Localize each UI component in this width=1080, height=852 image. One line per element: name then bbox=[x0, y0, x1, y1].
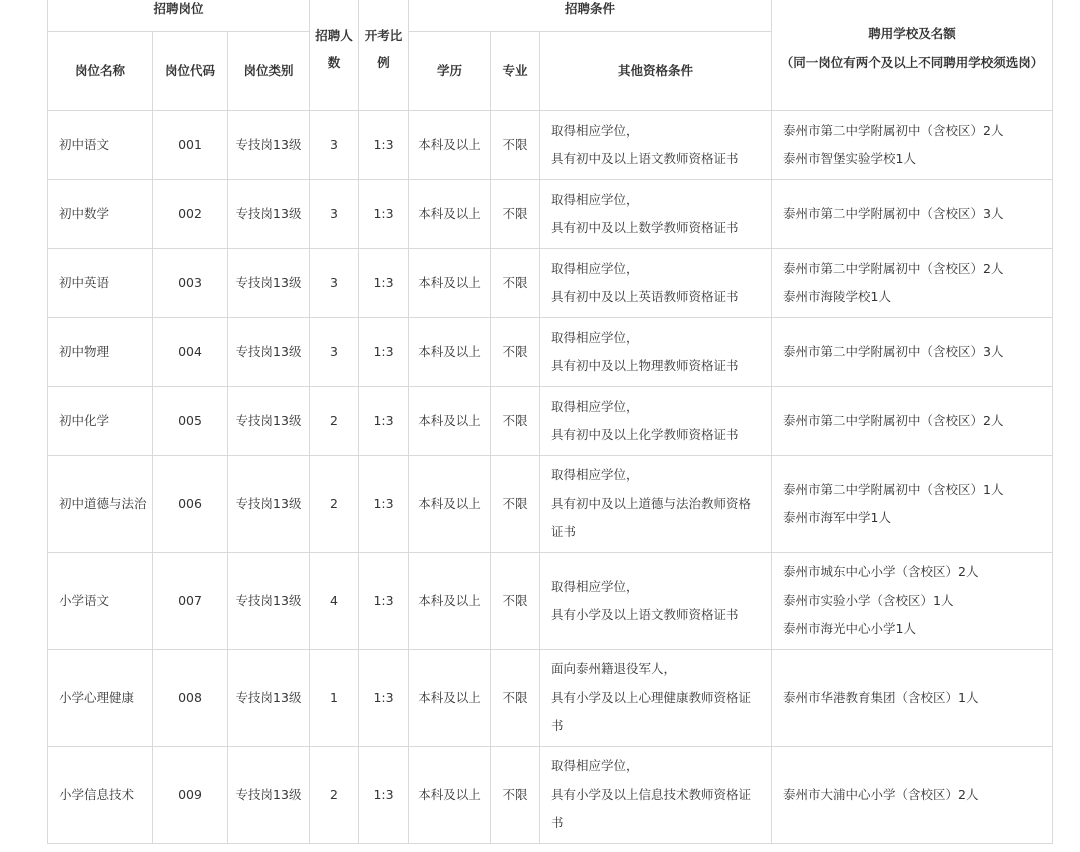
header-other: 其他资格条件 bbox=[540, 32, 772, 111]
post-type-cell: 专技岗13级 bbox=[228, 111, 310, 180]
recruit-count-cell: 4 bbox=[310, 553, 359, 650]
header-schools-note: （同一岗位有两个及以上不同聘用学校须选岗） bbox=[780, 54, 1044, 70]
condition-line: 面向泰州籍退役军人， bbox=[551, 661, 677, 677]
education-cell: 本科及以上 bbox=[409, 456, 491, 553]
school-line: 泰州市海军中学1人 bbox=[783, 510, 891, 525]
post-type-cell: 专技岗13级 bbox=[228, 747, 310, 844]
post-type-cell: 专技岗13级 bbox=[228, 456, 310, 553]
education-cell: 本科及以上 bbox=[409, 111, 491, 180]
school-line: 泰州市城东中心小学（含校区）2人 bbox=[783, 564, 979, 580]
header-group-post: 招聘岗位 bbox=[48, 0, 310, 32]
condition-line: 具有初中及以上道德与法治教师资格证书 bbox=[551, 495, 752, 540]
post-name-cell: 小学信息技术 bbox=[48, 747, 153, 844]
header-group-conditions: 招聘条件 bbox=[409, 0, 772, 32]
school-line: 泰州市大浦中心小学（含校区）2人 bbox=[783, 786, 979, 802]
schools-cell bbox=[772, 456, 1053, 553]
table-row bbox=[48, 318, 1053, 387]
recruit-count-cell: 3 bbox=[310, 180, 359, 249]
condition-line: 具有小学及以上心理健康教师资格证书 bbox=[551, 689, 752, 734]
major-cell: 不限 bbox=[491, 387, 540, 456]
post-code-cell: 002 bbox=[153, 180, 228, 249]
post-code-cell: 009 bbox=[153, 747, 228, 844]
condition-line: 取得相应学位， bbox=[551, 758, 639, 774]
recruit-count-cell: 2 bbox=[310, 456, 359, 553]
recruitment-table bbox=[47, 0, 1053, 844]
header-post-type: 岗位类别 bbox=[228, 32, 310, 111]
table-row bbox=[48, 650, 1053, 747]
other-conditions-cell bbox=[540, 650, 772, 747]
condition-line: 具有初中及以上语文教师资格证书 bbox=[551, 151, 739, 166]
school-line: 泰州市第二中学附属初中（含校区）1人 bbox=[783, 481, 1004, 497]
exam-ratio-cell: 1:3 bbox=[359, 553, 409, 650]
schools-cell bbox=[772, 553, 1053, 650]
major-cell: 不限 bbox=[491, 111, 540, 180]
condition-line: 取得相应学位， bbox=[551, 191, 639, 207]
other-conditions-cell bbox=[540, 249, 772, 318]
post-name-cell: 初中英语 bbox=[48, 249, 153, 318]
major-cell: 不限 bbox=[491, 318, 540, 387]
condition-line: 具有初中及以上化学教师资格证书 bbox=[551, 427, 739, 442]
school-line: 泰州市海光中心小学1人 bbox=[783, 621, 916, 637]
post-code-cell: 006 bbox=[153, 456, 228, 553]
school-line: 泰州市第二中学附属初中（含校区）2人 bbox=[783, 260, 1004, 276]
education-cell: 本科及以上 bbox=[409, 747, 491, 844]
condition-line: 取得相应学位， bbox=[551, 398, 639, 414]
post-name-cell: 小学语文 bbox=[48, 553, 153, 650]
table-row bbox=[48, 249, 1053, 318]
header-schools bbox=[772, 0, 1053, 111]
schools-cell bbox=[772, 387, 1053, 456]
header-recruit-count: 招聘人数 bbox=[310, 0, 359, 111]
school-line: 泰州市智堡实验学校1人 bbox=[783, 151, 916, 166]
school-line: 泰州市第二中学附属初中（含校区）3人 bbox=[783, 205, 1004, 221]
exam-ratio-cell: 1:3 bbox=[359, 456, 409, 553]
education-cell: 本科及以上 bbox=[409, 650, 491, 747]
post-type-cell: 专技岗13级 bbox=[228, 650, 310, 747]
schools-cell bbox=[772, 249, 1053, 318]
post-code-cell: 003 bbox=[153, 249, 228, 318]
condition-line: 具有初中及以上物理教师资格证书 bbox=[551, 358, 739, 373]
other-conditions-cell bbox=[540, 180, 772, 249]
recruitment-table-container bbox=[47, 0, 1052, 844]
other-conditions-cell bbox=[540, 747, 772, 844]
exam-ratio-cell: 1:3 bbox=[359, 318, 409, 387]
table-row bbox=[48, 456, 1053, 553]
major-cell: 不限 bbox=[491, 553, 540, 650]
table-row bbox=[48, 387, 1053, 456]
header-major: 专业 bbox=[491, 32, 540, 111]
school-line: 泰州市实验小学（含校区）1人 bbox=[783, 592, 954, 608]
schools-cell bbox=[772, 111, 1053, 180]
education-cell: 本科及以上 bbox=[409, 249, 491, 318]
condition-line: 具有初中及以上数学教师资格证书 bbox=[551, 220, 739, 235]
post-name-cell: 初中道德与法治 bbox=[48, 456, 153, 553]
exam-ratio-cell: 1:3 bbox=[359, 249, 409, 318]
education-cell: 本科及以上 bbox=[409, 318, 491, 387]
recruit-count-cell: 2 bbox=[310, 747, 359, 844]
other-conditions-cell bbox=[540, 387, 772, 456]
major-cell: 不限 bbox=[491, 249, 540, 318]
exam-ratio-cell: 1:3 bbox=[359, 650, 409, 747]
education-cell: 本科及以上 bbox=[409, 180, 491, 249]
recruit-count-cell: 3 bbox=[310, 111, 359, 180]
exam-ratio-cell: 1:3 bbox=[359, 387, 409, 456]
other-conditions-cell bbox=[540, 553, 772, 650]
education-cell: 本科及以上 bbox=[409, 387, 491, 456]
education-cell: 本科及以上 bbox=[409, 553, 491, 650]
schools-cell bbox=[772, 650, 1053, 747]
school-line: 泰州市第二中学附属初中（含校区）2人 bbox=[783, 412, 1004, 428]
school-line: 泰州市华港教育集团（含校区）1人 bbox=[783, 689, 979, 705]
major-cell: 不限 bbox=[491, 456, 540, 553]
major-cell: 不限 bbox=[491, 180, 540, 249]
table-body bbox=[48, 111, 1053, 844]
condition-line: 具有小学及以上语文教师资格证书 bbox=[551, 607, 739, 622]
header-education: 学历 bbox=[409, 32, 491, 111]
post-type-cell: 专技岗13级 bbox=[228, 249, 310, 318]
other-conditions-cell bbox=[540, 456, 772, 553]
table-row bbox=[48, 747, 1053, 844]
exam-ratio-cell: 1:3 bbox=[359, 111, 409, 180]
condition-line: 取得相应学位， bbox=[551, 329, 639, 345]
post-code-cell: 007 bbox=[153, 553, 228, 650]
condition-line: 取得相应学位， bbox=[551, 467, 639, 483]
post-code-cell: 001 bbox=[153, 111, 228, 180]
post-code-cell: 004 bbox=[153, 318, 228, 387]
exam-ratio-cell: 1:3 bbox=[359, 747, 409, 844]
post-name-cell: 初中语文 bbox=[48, 111, 153, 180]
condition-line: 取得相应学位， bbox=[551, 260, 639, 276]
recruit-count-cell: 3 bbox=[310, 249, 359, 318]
header-row-1 bbox=[48, 0, 1053, 32]
recruit-count-cell: 2 bbox=[310, 387, 359, 456]
post-code-cell: 005 bbox=[153, 387, 228, 456]
post-name-cell: 初中数学 bbox=[48, 180, 153, 249]
school-line: 泰州市第二中学附属初中（含校区）2人 bbox=[783, 122, 1004, 138]
table-row bbox=[48, 553, 1053, 650]
header-exam-ratio: 开考比例 bbox=[359, 0, 409, 111]
condition-line: 具有初中及以上英语教师资格证书 bbox=[551, 289, 739, 304]
recruit-count-cell: 1 bbox=[310, 650, 359, 747]
post-type-cell: 专技岗13级 bbox=[228, 180, 310, 249]
recruit-count-cell: 3 bbox=[310, 318, 359, 387]
schools-cell bbox=[772, 180, 1053, 249]
condition-line: 具有小学及以上信息技术教师资格证书 bbox=[551, 786, 752, 831]
table-row bbox=[48, 111, 1053, 180]
major-cell: 不限 bbox=[491, 747, 540, 844]
post-name-cell: 小学心理健康 bbox=[48, 650, 153, 747]
school-line: 泰州市第二中学附属初中（含校区）3人 bbox=[783, 343, 1004, 359]
other-conditions-cell bbox=[540, 318, 772, 387]
table-row bbox=[48, 180, 1053, 249]
header-schools-title: 聘用学校及名额 bbox=[868, 26, 956, 41]
header-post-code: 岗位代码 bbox=[153, 32, 228, 111]
post-name-cell: 初中物理 bbox=[48, 318, 153, 387]
condition-line: 取得相应学位， bbox=[551, 122, 639, 138]
school-line: 泰州市海陵学校1人 bbox=[783, 289, 891, 304]
schools-cell bbox=[772, 318, 1053, 387]
condition-line: 取得相应学位， bbox=[551, 578, 639, 594]
post-type-cell: 专技岗13级 bbox=[228, 553, 310, 650]
header-post-name: 岗位名称 bbox=[48, 32, 153, 111]
post-type-cell: 专技岗13级 bbox=[228, 318, 310, 387]
schools-cell bbox=[772, 747, 1053, 844]
major-cell: 不限 bbox=[491, 650, 540, 747]
post-type-cell: 专技岗13级 bbox=[228, 387, 310, 456]
post-name-cell: 初中化学 bbox=[48, 387, 153, 456]
post-code-cell: 008 bbox=[153, 650, 228, 747]
exam-ratio-cell: 1:3 bbox=[359, 180, 409, 249]
other-conditions-cell bbox=[540, 111, 772, 180]
